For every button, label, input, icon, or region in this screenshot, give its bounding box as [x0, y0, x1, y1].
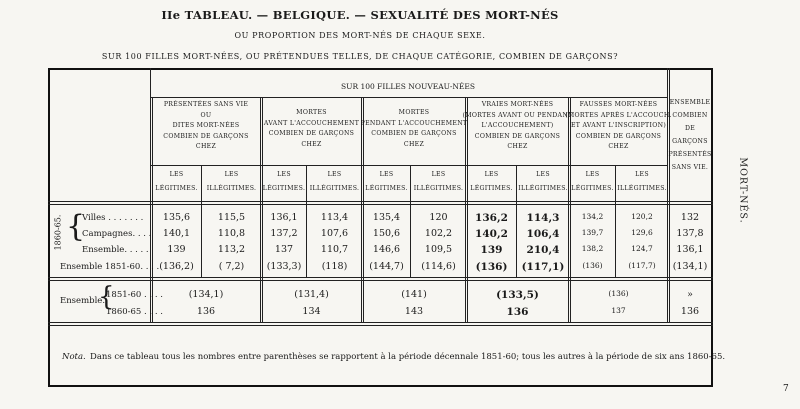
ensemble-period: 1860-65 . . . .	[106, 307, 163, 317]
period-label: 1860-65.	[53, 214, 63, 251]
table-cell: 139	[480, 244, 503, 256]
column-rule	[568, 97, 569, 322]
ensemble-header-line: ENSEMBLE	[669, 99, 711, 106]
group-header-line: FAUSSES MORT-NÉES	[579, 101, 658, 108]
column-rule	[465, 97, 466, 322]
group-header-line: COMBIEN DE GARÇONS	[575, 132, 662, 140]
group-header-line: CHEZ	[301, 140, 322, 148]
table-title: IIe TABLEAU. — BELGIQUE. — SEXUALITÉ DES MORT-NÉS	[161, 8, 559, 22]
body-rule	[48, 280, 713, 281]
table-cell: (136)	[582, 261, 603, 270]
brace: {	[98, 282, 115, 312]
column-rule	[667, 68, 668, 322]
table-cell: 132	[680, 212, 700, 223]
table-cell: (114,6)	[421, 261, 456, 272]
table-cell: 139	[167, 244, 186, 255]
column-rule	[152, 97, 153, 322]
body-rule	[48, 277, 713, 278]
sub-column-rule	[201, 165, 202, 277]
table-cell: 137,2	[270, 228, 298, 239]
sub-header-type: ILLÉGITIMES.	[206, 185, 257, 192]
sub-header-type: LÉGITIMES.	[365, 185, 408, 192]
table-cell: 129,6	[631, 228, 653, 237]
group-header-line: AVANT L'ACCOUCHEMENT	[263, 119, 360, 127]
sub-header-les: LES	[536, 171, 550, 178]
group-header-line: PENDANT L'ACCOUCHEMENT	[360, 119, 468, 127]
group-header-line: MORTES	[296, 109, 327, 116]
table-cell: 107,6	[320, 228, 349, 239]
sub-column-rule	[516, 165, 517, 277]
sub-header-type: ILLÉGITIMES.	[518, 185, 568, 192]
row-label: Campagnes. . . .	[82, 229, 152, 239]
ensemble-cell: (134,1)	[188, 289, 224, 300]
ensemble-header-line: DE	[684, 125, 696, 132]
sub-header-les: LES	[169, 171, 184, 178]
header-rule	[150, 97, 667, 98]
ensemble-cell: (136)	[608, 289, 629, 298]
table-cell: 136,2	[475, 212, 508, 224]
table-cell: 140,1	[162, 228, 191, 239]
ensemble-period: 1851-60 . . . .	[106, 290, 163, 300]
header-rule	[150, 165, 667, 166]
column-rule	[262, 97, 263, 322]
table-cell: 137,8	[676, 228, 704, 239]
ensemble-header-line: COMBIEN	[672, 112, 708, 119]
table-cell: 120	[429, 212, 448, 223]
column-rule	[570, 97, 571, 322]
sub-column-rule	[306, 165, 307, 277]
body-rule	[48, 325, 713, 326]
table-cell: 134,2	[581, 212, 604, 221]
group-header-line: COMBIEN DE GARÇONS	[163, 132, 249, 140]
table-cell: (133,3)	[266, 261, 302, 272]
table-cell: 106,4	[526, 228, 560, 240]
ensemble-label: Ensemble.	[60, 296, 106, 306]
brace: {	[66, 209, 86, 244]
ensemble-header-line: PRÉSENTÉS	[668, 151, 712, 158]
ensemble-cell: 136	[680, 306, 700, 317]
table-cell: (117,1)	[521, 261, 565, 273]
sub-header-les: LES	[277, 171, 291, 178]
table-cell: 138,2	[581, 244, 604, 253]
group-header-line: CHEZ	[403, 140, 425, 148]
table-cell: 135,6	[162, 212, 191, 223]
side-label: MORT-NÉS.	[737, 157, 749, 224]
sub-header-type: ILLÉGITIMES.	[413, 185, 464, 192]
table-cell: (134,1)	[672, 261, 708, 272]
table-cell: 140,2	[475, 228, 508, 240]
table-cell: 115,5	[217, 212, 246, 223]
column-rule	[150, 68, 151, 322]
ensemble-cell: 134	[302, 306, 321, 317]
table-cell: ( 7,2)	[218, 261, 245, 272]
row-label: Villes . . . . . . .	[82, 213, 144, 223]
column-rule	[363, 97, 364, 322]
group-header-line: PRÉSENTÉES SANS VIE	[163, 101, 249, 108]
group-header-line: COMBIEN DE GARÇONS	[474, 132, 561, 140]
group-header-line: (MORTES APRÈS L'ACCOUCH.	[565, 111, 672, 119]
sub-header-type: ILLÉGITIMES.	[617, 185, 667, 192]
table-cell: 150,6	[372, 228, 401, 239]
group-header-line: MORTES	[398, 109, 430, 116]
group-header-line: CHEZ	[507, 143, 528, 150]
header-bottom-rule	[48, 204, 713, 205]
ensemble-cell: 143	[404, 306, 424, 317]
table-cell: (136)	[475, 261, 508, 273]
body-rule	[48, 322, 713, 323]
sub-header-les: LES	[635, 171, 649, 178]
group-header-line: CHEZ	[195, 143, 217, 150]
sub-header-type: LÉGITIMES.	[571, 185, 614, 192]
ensemble-cell: (133,5)	[496, 289, 539, 301]
group-header-line: L'ACCOUCHEMENT)	[481, 122, 554, 129]
note-label: Nota.	[62, 352, 86, 362]
table-cell: 114,3	[526, 212, 560, 224]
ensemble-cell: (141)	[401, 289, 427, 300]
ensemble-cell: 136	[196, 306, 216, 317]
table-cell: 146,6	[372, 244, 401, 255]
sub-header-les: LES	[431, 171, 446, 178]
sub-header-les: LES	[327, 171, 342, 178]
table-question: SUR 100 FILLES MORT-NÉES, OU PRÉTENDUES TELLES, DE CHAQUE CATÉGORIE, COMBIEN DE GARÇONS?	[101, 52, 619, 61]
ensemble-cell: (131,4)	[294, 289, 329, 300]
table-cell: 120,2	[631, 212, 653, 221]
table-cell: (117,7)	[628, 261, 656, 270]
table-subtitle: OU PROPORTION DES MORT-NÉS DE CHAQUE SEXE.	[234, 31, 486, 40]
table-cell: 110,8	[217, 228, 246, 239]
column-rule	[361, 97, 362, 322]
sub-column-rule	[410, 165, 411, 277]
group-header-line: VRAIES MORT-NÉES	[481, 101, 554, 108]
note-text: Dans ce tableau tous les nombres entre parenthèses se rapportent à la période décennale 1851-60; tous les autres à la période de six ans 1860-65.	[90, 352, 726, 362]
sub-header-les: LES	[585, 171, 600, 178]
group-header-line: DITES MORT-NÉES	[172, 122, 240, 129]
ensemble-cell: 137	[611, 306, 626, 315]
table-cell: 113,4	[320, 212, 349, 223]
table-cell: 136,1	[270, 212, 298, 223]
table-cell: (118)	[321, 261, 348, 272]
table-cell: 110,7	[320, 244, 349, 255]
table-cell: 102,2	[424, 228, 453, 239]
table-cell: 113,2	[217, 244, 246, 255]
group-header-line: CHEZ	[608, 143, 629, 150]
group-header-line: ET AVANT L'INSCRIPTION)	[570, 122, 667, 129]
header-bottom-rule	[48, 201, 713, 202]
table-cell: (136,2)	[159, 261, 194, 272]
sub-header-type: LÉGITIMES.	[155, 185, 198, 192]
table-cell: 139,7	[581, 228, 604, 237]
sub-column-rule	[615, 165, 616, 277]
group-header-line: COMBIEN DE GARÇONS	[371, 130, 457, 137]
sub-header-type: ILLÉGITIMES.	[309, 185, 360, 192]
sub-header-les: LES	[379, 171, 394, 178]
column-rule	[260, 97, 261, 322]
ensemble-header-line: GARÇONS	[672, 138, 708, 145]
ensemble-cell: 136	[506, 306, 529, 318]
column-rule	[467, 97, 468, 322]
table-cell: 109,5	[424, 244, 453, 255]
ensemble-header-line: SANS VIE.	[671, 164, 709, 171]
table-cell: (144,7)	[369, 261, 404, 272]
group-header-line: COMBIEN DE GARÇONS	[268, 130, 355, 137]
group-header-line: OU	[200, 111, 212, 119]
page-mark: 7	[783, 384, 789, 394]
ensemble-cell: »	[687, 289, 693, 300]
sub-header-type: LÉGITIMES.	[470, 185, 513, 192]
table-cell: 135,4	[372, 212, 401, 223]
sub-header-les: LES	[224, 171, 239, 178]
group-header-line: (MORTES AVANT OU PENDANT	[462, 111, 573, 119]
table-cell: 137	[274, 244, 294, 255]
table-cell: 210,4	[526, 244, 560, 256]
table-cell: 136,1	[676, 244, 704, 255]
table-cell: 124,7	[631, 244, 653, 253]
row-label: Ensemble. . . . .	[82, 245, 149, 255]
main-header: SUR 100 FILLES NOUVEAU-NÉES	[340, 82, 476, 91]
sub-header-les: LES	[484, 171, 499, 178]
sub-header-type: LÉGITIMES.	[262, 185, 306, 192]
row-label: Ensemble 1851-60. . . .	[60, 262, 160, 272]
